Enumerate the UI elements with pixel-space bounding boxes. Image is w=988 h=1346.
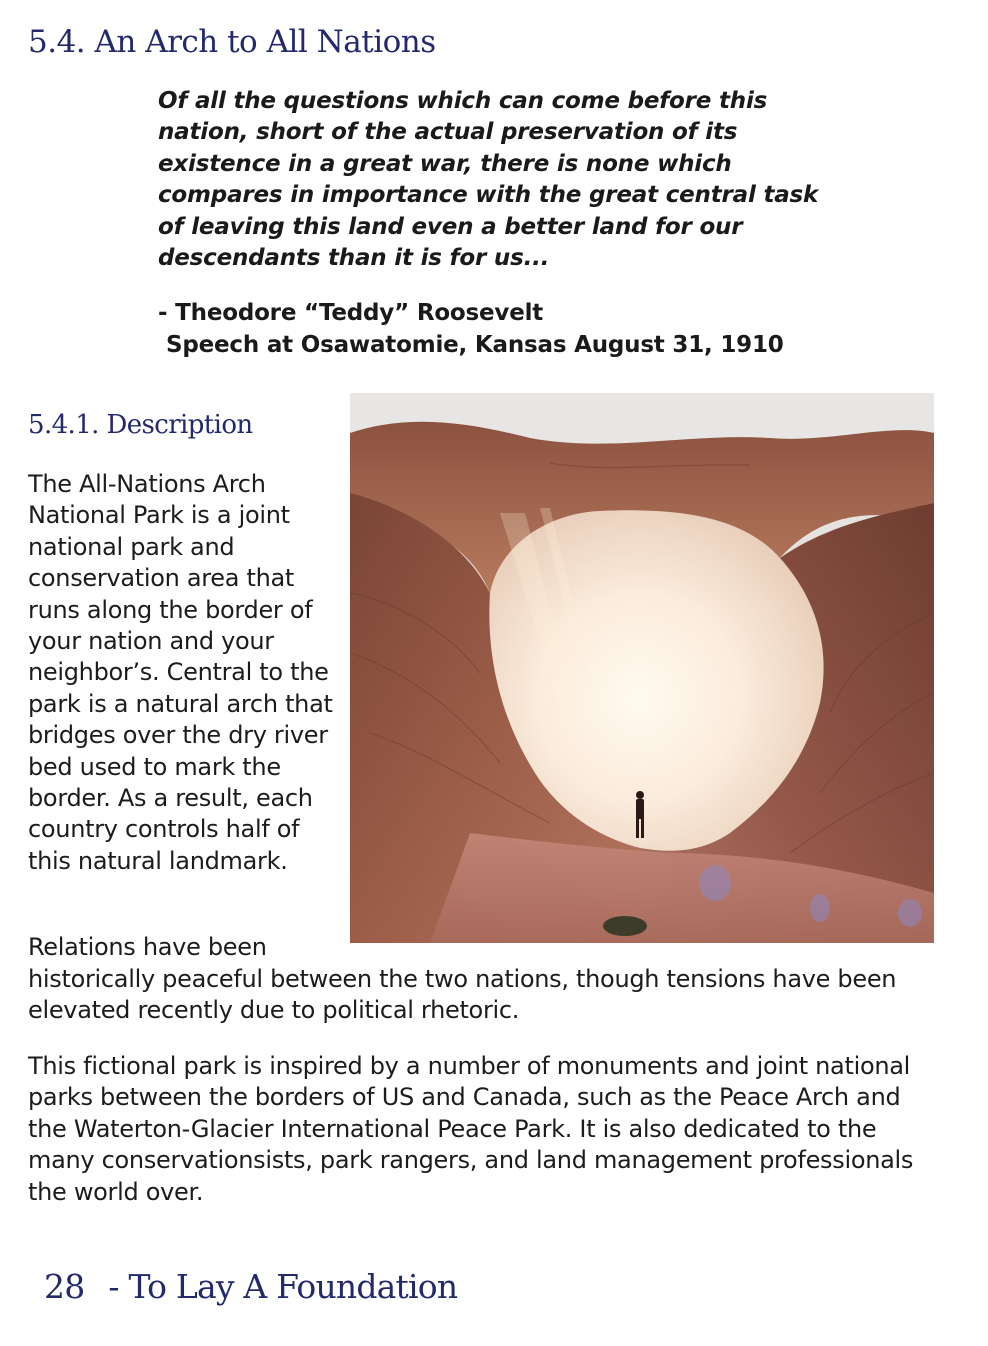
inspiration-paragraph: This fictional park is inspired by a number of monuments and joint national parks between the borders of US and Canada, such as the Peace Arch and the Waterton-Glacier International Peace Park. It is also dedicated to the many conservationsists, park rangers, and land management professionals the world over. <box>28 1052 914 1206</box>
attribution-author: - Theodore “Teddy” Roosevelt <box>158 300 544 327</box>
park-description: The All-Nations Arch National Park is a joint national park and conservation area that runs along the border of your nation and your neighbor’s. Central to the park is a natural arch that bridges over the dry river bed used to mark the border. As a result, each country controls half of this natural landmark. <box>28 470 333 875</box>
relations-first-line: Relations have been <box>28 933 267 961</box>
subsection-title: 5.4.1. Description <box>28 410 253 440</box>
quote-attribution <box>158 298 838 361</box>
relations-rest: historically peaceful between the two nations, though tensions have been elevated recently due to political rhetoric. <box>28 964 897 1025</box>
page-number: 28 <box>44 1267 85 1306</box>
page-footer <box>44 1264 457 1310</box>
relations-paragraph <box>28 932 928 1027</box>
quote-text: Of all the questions which can come before this nation, short of the actual preservation of its existence in a great war, there is none which compares in importance with the great central task of leaving this land even a better land for our descendants than it is for us... <box>158 88 819 272</box>
section-title: 5.4. An Arch to All Nations <box>28 24 436 60</box>
arch-photo <box>350 393 934 943</box>
chapter-title: - To Lay A Foundation <box>108 1267 458 1306</box>
attribution-source: Speech at Osawatomie, Kansas August 31, 1910 <box>166 331 784 358</box>
epigraph-quote <box>158 86 838 361</box>
